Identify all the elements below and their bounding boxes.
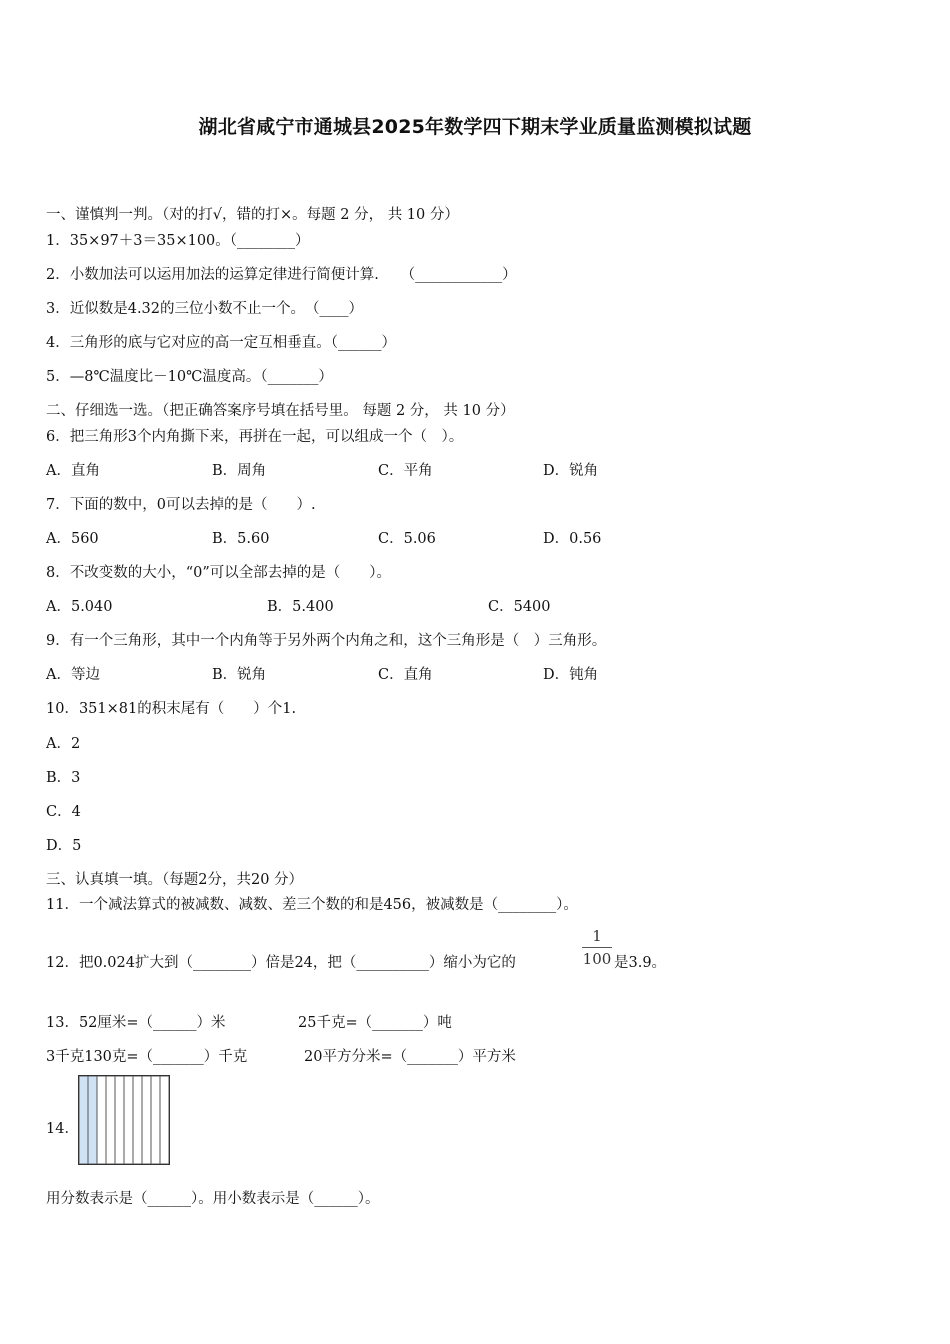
question-1: 1．35×97＋3＝35×100。（________） bbox=[46, 233, 310, 249]
strip-column bbox=[106, 1076, 115, 1164]
q10-option-a[interactable]: A．2 bbox=[46, 736, 81, 752]
strip-column-shaded bbox=[88, 1076, 97, 1164]
question-14-answer: 用分数表示是（______）。用小数表示是（______）。 bbox=[46, 1191, 380, 1207]
fraction-numerator: 1 bbox=[592, 927, 602, 945]
question-11: 11．一个减法算式的被减数、减数、差三个数的和是456，被减数是（________）。 bbox=[46, 897, 578, 913]
strip-column bbox=[142, 1076, 151, 1164]
question-3: 3．近似数是4.32的三位小数不止一个。 （____） bbox=[46, 301, 364, 317]
q7-option-a[interactable]: A．560 bbox=[46, 531, 99, 547]
question-13-b: 25千克=（_______）吨 bbox=[298, 1015, 452, 1031]
section1-heading: 一、谨慎判一判。（对的打√，错的打×。每题 2 分， 共 10 分） bbox=[46, 207, 459, 223]
question-14-label: 14． bbox=[46, 1121, 79, 1137]
q7-option-c[interactable]: C．5.06 bbox=[378, 531, 436, 547]
q10-option-d[interactable]: D．5 bbox=[46, 838, 82, 854]
question-4: 4．三角形的底与它对应的高一定互相垂直。（______） bbox=[46, 335, 396, 351]
q10-option-c[interactable]: C．4 bbox=[46, 804, 81, 820]
q6-option-c[interactable]: C．平角 bbox=[378, 463, 433, 479]
decimal-strip-diagram bbox=[78, 1075, 170, 1165]
question-7: 7．下面的数中，0可以去掉的是（ ）. bbox=[46, 497, 316, 513]
strip-svg bbox=[79, 1076, 169, 1164]
strip-column bbox=[97, 1076, 106, 1164]
section3-heading: 三、认真填一填。（每题2分，共20 分） bbox=[46, 872, 304, 888]
fraction-one-hundredth bbox=[582, 926, 612, 969]
strip-column bbox=[124, 1076, 133, 1164]
strip-column bbox=[115, 1076, 124, 1164]
page-title: 湖北省咸宁市通城县2025年数学四下期末学业质量监测模拟试题 bbox=[198, 116, 752, 138]
question-2: 2．小数加法可以运用加法的运算定律进行简便计算. （____________） bbox=[46, 267, 517, 283]
question-9: 9．有一个三角形，其中一个内角等于另外两个内角之和，这个三角形是（ ）三角形。 bbox=[46, 633, 607, 649]
q7-option-d[interactable]: D．0.56 bbox=[543, 531, 602, 547]
question-6: 6．把三角形3个内角撕下来，再拼在一起，可以组成一个（ ）。 bbox=[46, 429, 464, 445]
strip-column bbox=[151, 1076, 160, 1164]
strip-column-shaded bbox=[79, 1076, 88, 1164]
question-12-tail: 是3.9。 bbox=[614, 955, 667, 971]
section2-heading: 二、仔细选一选。（把正确答案序号填在括号里。 每题 2 分， 共 10 分） bbox=[46, 403, 515, 419]
question-12: 12．把0.024扩大到（________）倍是24，把（__________）缩小为它的 bbox=[46, 955, 516, 971]
question-5: 5．—8℃温度比－10℃温度高。（_______） bbox=[46, 369, 333, 385]
question-13-d: 20平方分米=（_______）平方米 bbox=[304, 1049, 516, 1065]
q6-option-a[interactable]: A．直角 bbox=[46, 463, 100, 479]
q9-option-d[interactable]: D．钝角 bbox=[543, 667, 599, 683]
strip-column bbox=[133, 1076, 142, 1164]
q9-option-a[interactable]: A．等边 bbox=[46, 667, 100, 683]
q8-option-b[interactable]: B．5.400 bbox=[267, 599, 334, 615]
question-13-a: 13．52厘米=（______）米 bbox=[46, 1015, 226, 1031]
fraction-bar bbox=[582, 947, 612, 948]
question-13-c: 3千克130克=（_______）千克 bbox=[46, 1049, 248, 1065]
q6-option-d[interactable]: D．锐角 bbox=[543, 463, 599, 479]
q7-option-b[interactable]: B．5.60 bbox=[212, 531, 270, 547]
q8-option-a[interactable]: A．5.040 bbox=[46, 599, 113, 615]
q10-option-b[interactable]: B．3 bbox=[46, 770, 81, 786]
question-10: 10．351×81的积末尾有（ ）个1. bbox=[46, 701, 297, 717]
strip-column bbox=[160, 1076, 169, 1164]
q8-option-c[interactable]: C．5400 bbox=[488, 599, 551, 615]
fraction-denominator: 100 bbox=[582, 950, 612, 968]
question-8: 8．不改变数的大小，“0”可以全部去掉的是（ ）。 bbox=[46, 565, 392, 581]
q9-option-b[interactable]: B．锐角 bbox=[212, 667, 267, 683]
q9-option-c[interactable]: C．直角 bbox=[378, 667, 433, 683]
q6-option-b[interactable]: B．周角 bbox=[212, 463, 267, 479]
